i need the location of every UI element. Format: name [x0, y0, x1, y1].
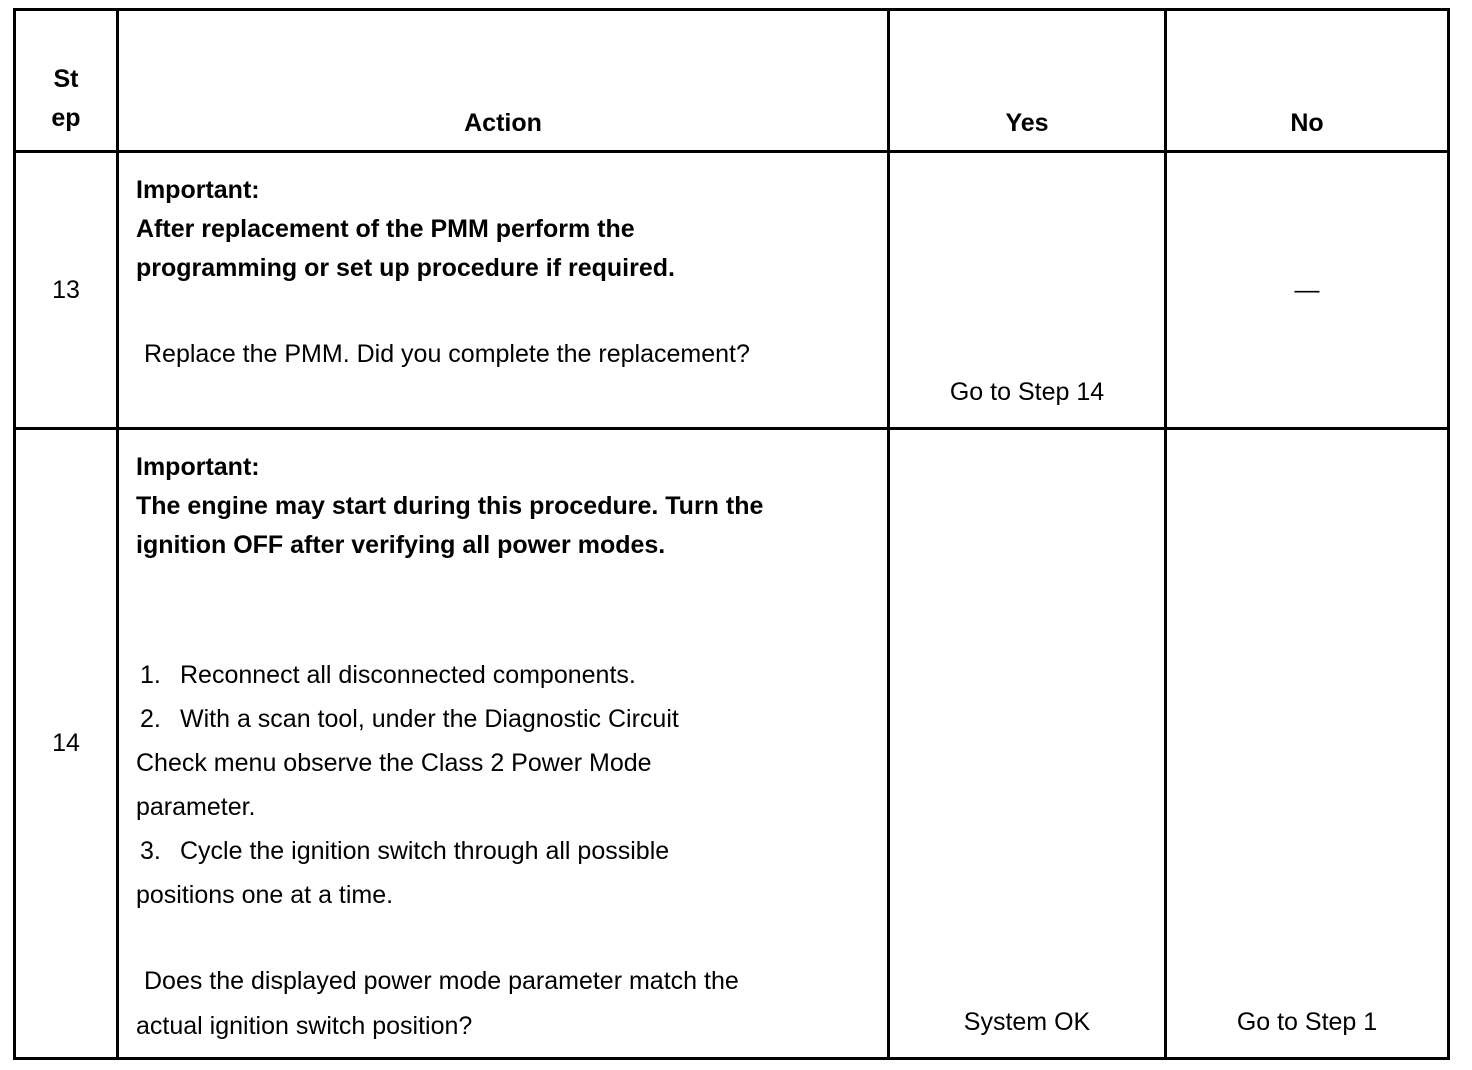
table-row — [15, 152, 1449, 429]
action-question: Replace the PMM. Did you complete the replacement? — [144, 340, 750, 368]
list-item-continuation: Check menu observe the Class 2 Power Mode — [136, 749, 652, 777]
header-step-line1: St — [53, 65, 79, 93]
important-label: Important: — [136, 453, 260, 481]
header-step-line2: ep — [51, 104, 81, 132]
no-result: — — [1166, 152, 1449, 429]
yes-result: Go to Step 14 — [889, 152, 1166, 429]
list-item-continuation: positions one at a time. — [136, 881, 394, 909]
table-row — [15, 429, 1449, 1059]
header-yes: Yes — [889, 10, 1166, 152]
action-question: Does the displayed power mode parameter match the actual ignition switch position? — [136, 967, 739, 1040]
procedure-list — [136, 653, 875, 917]
step-number: 13 — [15, 152, 118, 429]
diagnostic-table — [13, 8, 1450, 1060]
list-item-continuation: parameter. — [136, 793, 256, 821]
list-item: 2. With a scan tool, under the Diagnostic Circuit — [140, 705, 679, 733]
table-header-row — [15, 10, 1449, 152]
important-label: Important: — [136, 176, 260, 204]
step-number: 14 — [15, 429, 118, 1059]
action-cell — [118, 429, 889, 1059]
list-item: 3. Cycle the ignition switch through all possible — [140, 837, 670, 865]
header-step — [15, 10, 118, 152]
important-text-line: programming or set up procedure if required. — [136, 254, 675, 282]
important-text-line: After replacement of the PMM perform the — [136, 215, 635, 243]
yes-result: System OK — [889, 429, 1166, 1059]
important-text-line: ignition OFF after verifying all power modes. — [136, 531, 666, 559]
action-cell — [118, 152, 889, 429]
header-no: No — [1166, 10, 1449, 152]
list-item: 1. Reconnect all disconnected components. — [140, 661, 636, 689]
no-result: Go to Step 1 — [1166, 429, 1449, 1059]
header-action: Action — [118, 10, 889, 152]
important-text-line: The engine may start during this procedure. Turn the — [136, 492, 764, 520]
